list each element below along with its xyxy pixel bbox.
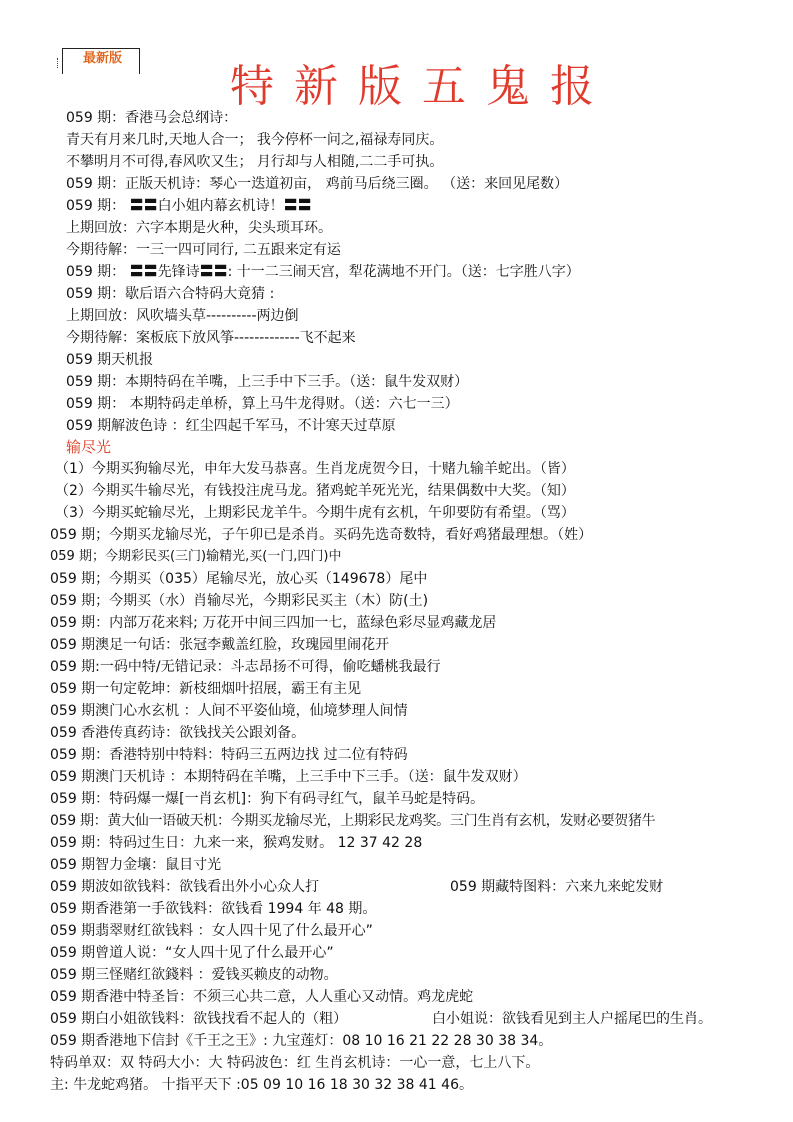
text-line: 059 期澳门心水玄机 ：人间不平姿仙境，仙境梦理人间情: [50, 703, 408, 719]
text-line: 不攀明月不可得,春风吹又生； 月行却与人相随,二二手可执。: [66, 154, 444, 170]
text-line: 059 期天机报: [66, 352, 154, 368]
text-line: 059 期：香港特别中特料：特码三五两边找 过二位有特码: [50, 747, 408, 763]
text-line: 059 期波如欲钱料：欲钱看出外小心众人打: [50, 879, 320, 895]
text-line: 059 期香港中特圣旨：不须三心共二意，人人重心又动情。鸡龙虎蛇: [50, 989, 474, 1005]
text-line: 主: 牛龙蛇鸡猪。 十指平天下 :05 09 10 16 18 30 32 38 41 46。: [50, 1077, 473, 1093]
text-line: 059 期： 〓〓白小姐内幕玄机诗！〓〓: [66, 198, 312, 214]
text-line: 059 期香港地下信封《千王之王》: 九宝莲灯：08 10 16 21 22 28 30 38 34。: [50, 1033, 553, 1049]
text-line: 059 期白小姐欲钱料：欲钱找看不起人的（粗）: [50, 1011, 348, 1027]
text-line: 059 期：歇后语六合特码大竟猜 :: [66, 286, 275, 302]
text-line: 青天有月来几时,天地人合一； 我今停杯一问之,福禄寿同庆。: [66, 132, 444, 148]
text-line: 今期待解：一三一四可同行, 二五跟来定有运: [66, 242, 341, 258]
page-title: 特新版五鬼报: [230, 61, 614, 112]
text-line: 特码单双：双 特码大小：大 特码波色：红 生肖玄机诗：一心一意，七上八下。: [50, 1055, 540, 1071]
text-line: 059 期；今期买（水）肖输尽光，今期彩民买主（木）防(土): [50, 593, 429, 609]
text-line: 059 期翡翠财红欲钱料 ：女人四十见了什么最开心”: [50, 923, 373, 939]
text-line: 059 期：香港马会总纲诗：: [66, 110, 238, 126]
text-line: 059 期：黄大仙一语破天机：今期买龙输尽光，上期彩民龙鸡奖。三门生肖有玄机，发财必要贺猪牛: [50, 813, 656, 829]
text-line: 059 期一句定乾坤：新枝细烟叶招展，霸王有主见: [50, 681, 362, 697]
text-line: 059 期；今期买（035）尾输尽光，放心买（149678）尾中: [50, 571, 428, 587]
text-line: 059 期：特码爆一爆[一肖玄机]：狗下有码寻红气，鼠羊马蛇是特码。: [50, 791, 485, 807]
text-line: 059 期香港第一手欲钱料：欲钱看 1994 年 48 期。: [50, 901, 377, 917]
text-line: 059 期：特码过生日：九来一来，猴鸡发财。 12 37 42 28: [50, 835, 423, 851]
text-line: 059 香港传真药诗：欲钱找关公跟刘备。: [50, 725, 306, 741]
side-note: 059 期藏特图料：六来九来蛇发财: [450, 879, 664, 895]
text-line: 今期待解：案板底下放风筝-------------飞不起来: [66, 330, 356, 346]
text-line: 059 期；今期彩民买(三门)输精光,买(一门,四门)中: [50, 549, 342, 564]
text-line: 059 期澳足一句话：张冠李戴盖红脸，玫瑰园里闹花开: [50, 637, 390, 653]
section-heading: 输尽光: [66, 438, 112, 456]
text-line: 059 期澳门天机诗 ：本期特码在羊嘴，上三手中下三手。（送：鼠牛发双财）: [50, 769, 527, 785]
text-line: 059 期:一码中特/无错记录：斗志昂扬不可得，偷吃蟠桃我最行: [50, 659, 441, 675]
text-line: 059 期智力金壤：鼠目寸光: [50, 857, 222, 873]
text-line: （3）今期买蛇输尽光，上期彩民龙羊牛。今期牛虎有玄机，午卯要防有希望。（骂）: [55, 505, 575, 521]
text-line: （1）今期买狗输尽光，申年大发马恭喜。生肖龙虎贺今日，十赌九输羊蛇出。（皆）: [55, 461, 575, 477]
text-line: 059 期；今期买龙输尽光，子午卯已是杀肖。买码先选奇数特，看好鸡猪最理想。（姓）: [50, 527, 593, 543]
text-line: 059 期曾道人说：“女人四十见了什么最开心”: [50, 945, 334, 961]
text-line: （2）今期买牛输尽光，有钱投注虎马龙。猪鸡蛇羊死光光，结果偶数中大奖。（知）: [55, 483, 575, 499]
text-line: 059 期： 〓〓先锋诗〓〓: 十一二三闹天宫，犁花满地不开门。（送：七字胜八字）: [66, 264, 580, 280]
text-line: 059 期解波色诗 ：红尘四起千军马，不计寒天过草原: [66, 418, 396, 434]
text-line: 059 期：正版天机诗：琴心一迭道初亩， 鸡前马后绕三圈。 （送：来回见尾数）: [66, 176, 569, 192]
latest-version-badge: 最新版: [62, 48, 140, 74]
text-line: 059 期： 本期特码走单桥，算上马牛龙得财。（送：六七一三）: [66, 396, 459, 412]
text-line: 上期回放：六字本期是火种，尖头琐耳环。: [66, 220, 332, 236]
text-line: 059 期三怪赌红欲錢料 ：爱钱买赖皮的动物。: [50, 967, 338, 983]
text-line: 上期回放：风吹墙头草----------两边倒: [66, 308, 299, 324]
text-line: 059 期：本期特码在羊嘴，上三手中下三手。（送：鼠牛发双财）: [66, 374, 469, 390]
text-line: 059 期：内部万花来料; 万花开中间三四加一七，蓝绿色彩尽显鸡藏龙居: [50, 615, 497, 631]
side-note: 白小姐说：欲钱看见到主人户摇尾巴的生肖。: [432, 1011, 712, 1027]
